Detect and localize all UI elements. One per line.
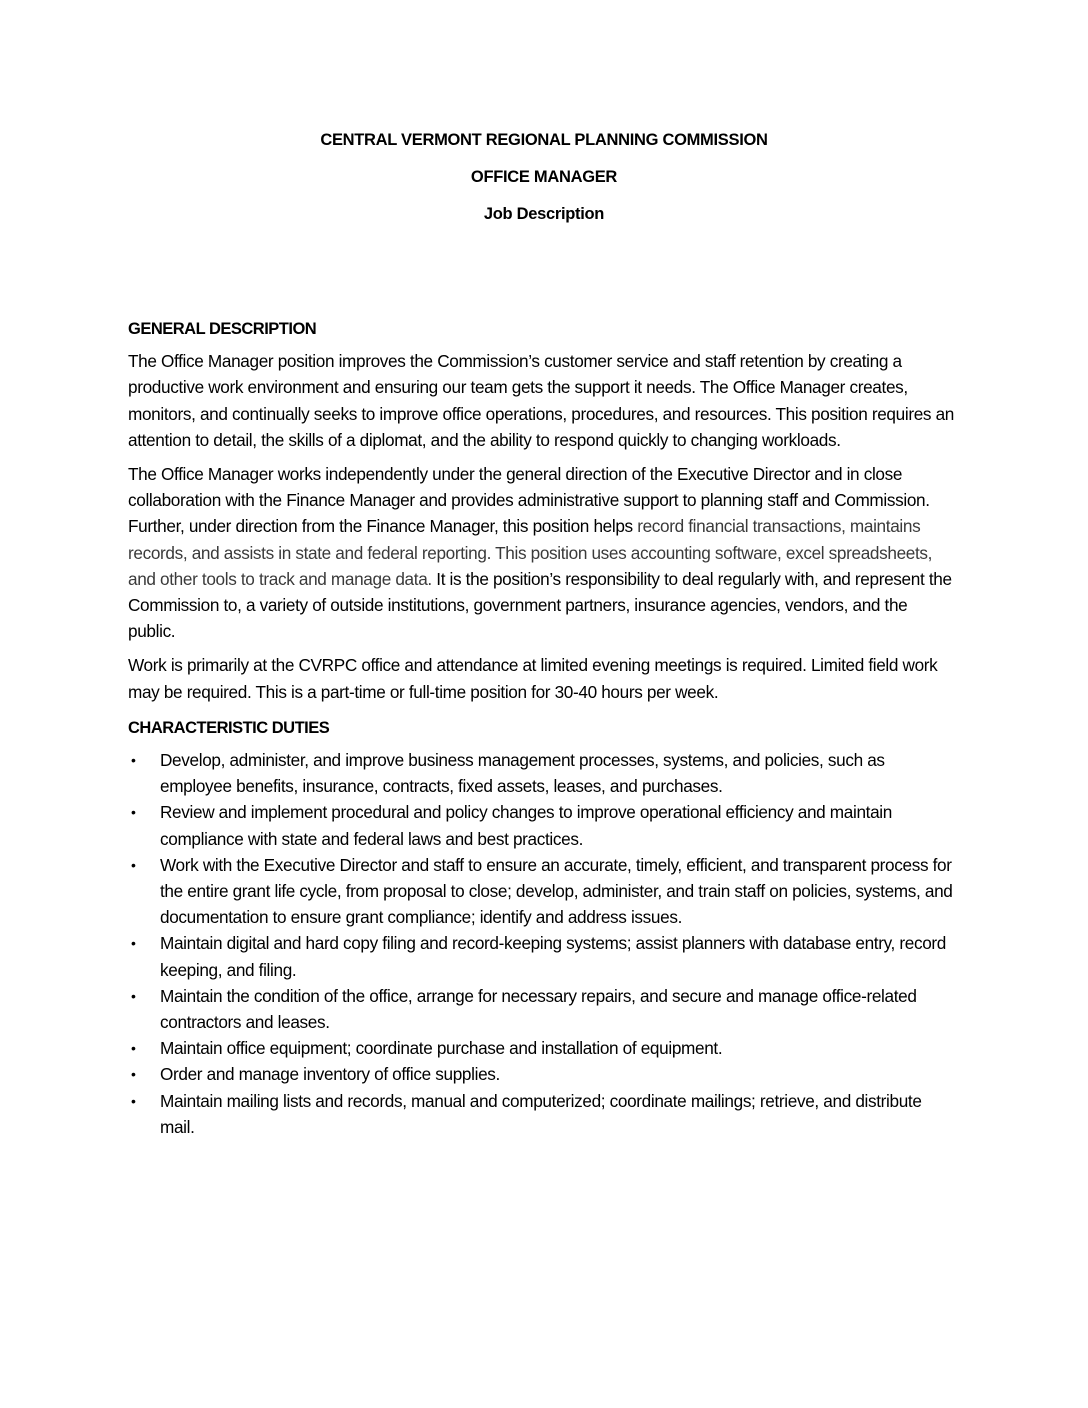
general-description-paragraph-2 <box>128 461 958 644</box>
bullet-icon: • <box>131 804 136 821</box>
document-type-title: Job Description <box>483 205 605 223</box>
duty-text: Maintain the condition of the office, arrange for necessary repairs, and secure and manage office-related contractors and leases. <box>160 985 917 1033</box>
duty-text: Maintain digital and hard copy filing and record-keeping systems; assist planners with database entry, record keeping, and filing. <box>160 933 947 980</box>
duty-text: Maintain office equipment; coordinate purchase and installation of equipment. <box>160 1038 723 1059</box>
bullet-icon: • <box>131 752 136 769</box>
paragraph-2-part-1: The Office Manager works independently under the general direction of the Executive Director and in close collaboration with the Finance Manager and provides administrative support to planning staff and Commission. Further, under direction from the Finance Manager, this position helps <box>128 464 930 537</box>
bullet-icon: • <box>131 856 136 873</box>
bullet-icon: • <box>131 1040 136 1057</box>
list-item <box>128 1035 958 1061</box>
list-item <box>128 1061 958 1087</box>
bullet-icon: • <box>131 935 136 952</box>
list-item <box>128 852 958 931</box>
document-body <box>128 316 958 1140</box>
paragraph-2-gray-text: record financial transactions, maintains records, and assists in state and federal reporting. This position uses accounting software, excel spreadsheets, and other tools to track and manage data. <box>128 516 933 589</box>
list-item <box>128 799 958 851</box>
organization-title: CENTRAL VERMONT REGIONAL PLANNING COMMISSION <box>320 131 768 149</box>
duty-text: Review and implement procedural and policy changes to improve operational efficiency and maintain compliance with state and federal laws and best practices. <box>160 802 892 849</box>
general-description-heading: GENERAL DESCRIPTION <box>128 320 317 338</box>
bullet-icon: • <box>131 987 136 1004</box>
duty-text: Order and manage inventory of office supplies. <box>160 1064 500 1085</box>
duty-text: Maintain mailing lists and records, manual and computerized; coordinate mailings; retrieve, and distribute mail. <box>160 1090 922 1137</box>
paragraph-2-part-3: It is the position’s responsibility to deal regularly with, and represent the Commission to, a variety of outside institutions, government partners, insurance agencies, vendors, and the public. <box>128 568 952 642</box>
characteristic-duties-heading: CHARACTERISTIC DUTIES <box>128 718 330 737</box>
list-item <box>128 930 958 982</box>
list-item <box>128 747 958 799</box>
duty-text: Develop, administer, and improve business management processes, systems, and policies, such as employee benefits, insurance, contracts, fixed assets, leases, and purchases. <box>160 750 885 797</box>
general-description-paragraph-3: Work is primarily at the CVRPC office and attendance at limited evening meetings is required. Limited field work may be required. This is a part-time or full-time position for 30-40 hours per week. <box>128 655 938 702</box>
list-item <box>128 1088 958 1140</box>
bullet-icon: • <box>131 1092 136 1109</box>
list-item <box>128 983 958 1035</box>
bullet-icon: • <box>131 1066 136 1083</box>
position-title: OFFICE MANAGER <box>470 168 618 186</box>
duties-list <box>128 747 958 1140</box>
duty-text: Work with the Executive Director and staff to ensure an accurate, timely, efficient, and transparent process for the entire grant life cycle, from proposal to close; develop, administer, and train staff on policies, systems, and documentation to ensure grant compliance; identify and address issues. <box>160 854 953 928</box>
general-description-paragraph-1: The Office Manager position improves the Commission’s customer service and staff retention by creating a productive work environment and ensuring our team gets the support it needs. The Office Manager creates, monitors, and continually seeks to improve office operations, procedures, and resources. This position requires an attention to detail, the skills of a diplomat, and the ability to respond quickly to changing workloads. <box>128 351 954 450</box>
